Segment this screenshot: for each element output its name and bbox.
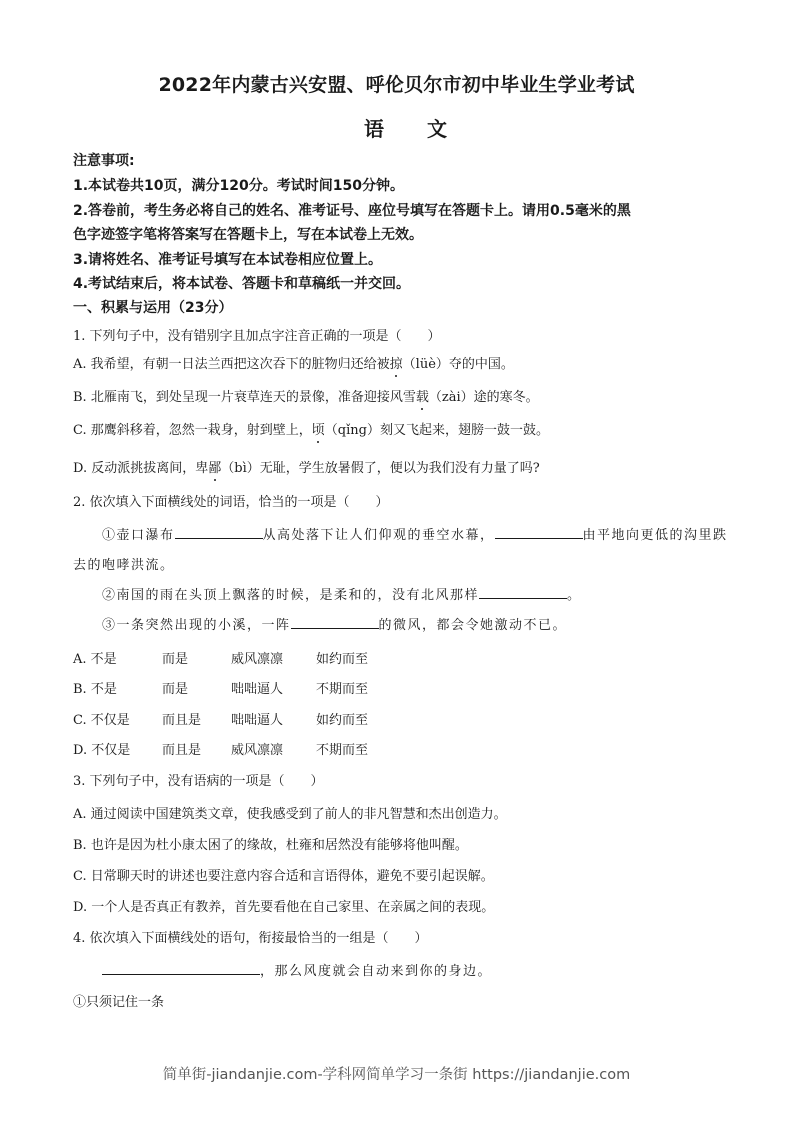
sentence-text: 。 — [567, 588, 582, 603]
q3-option-c: C. 日常聊天时的讲述也要注意内容合适和言语得体，避免不要引起误解。 — [73, 869, 494, 884]
sentence-text: 从高处落下让人们仰观的垂空水幕， — [262, 528, 495, 543]
fill-blank — [102, 962, 260, 975]
option-word: 咄咄逼人 — [231, 713, 284, 728]
option-word: 如约而至 — [316, 652, 369, 667]
option-word: 而且是 — [162, 713, 202, 728]
q4-item-1: ①只须记住一条 — [73, 995, 165, 1010]
fill-blank — [175, 526, 263, 539]
option-word: C. 不仅是 — [73, 713, 130, 728]
q4-sentence — [102, 960, 492, 979]
option-word: 而且是 — [162, 743, 202, 758]
option-word: B. 不是 — [73, 682, 117, 697]
q3-option-b: B. 也许是因为杜小康太困了的缘故，杜雍和居然没有能够将他叫醒。 — [73, 838, 468, 853]
sentence-text: ，那么风度就会自动来到你的身边。 — [260, 964, 493, 979]
option-word: 不期而至 — [316, 682, 369, 697]
notice-item-1: 1.本试卷共10页，满分120分。考试时间150分钟。 — [73, 178, 404, 194]
sentence-text: ②南国的雨在头顶上飘落的时候，是柔和的，没有北风那样 — [102, 588, 480, 603]
option-word: 咄咄逼人 — [231, 682, 284, 697]
dotted-char: 掠 — [390, 353, 403, 372]
q1-option-c — [73, 419, 549, 438]
sentence-text: 由平地向更低的沟里跌 — [582, 528, 728, 543]
q2-sentence-1-cont: 去的咆哮洪流。 — [73, 558, 175, 573]
q2-sentence-3 — [102, 614, 567, 633]
exam-title: 2022年内蒙古兴安盟、呼伦贝尔市初中毕业生学业考试 — [158, 74, 635, 96]
option-text: （lüè）夺的中国。 — [402, 357, 514, 372]
fill-blank — [291, 616, 379, 629]
sentence-text: ③一条突然出现的小溪，一阵 — [102, 618, 291, 633]
q4-stem: 4. 依次填入下面横线处的语句，衔接最恰当的一组是（ ） — [73, 931, 428, 946]
q1-option-d — [73, 457, 540, 476]
option-word: A. 不是 — [73, 652, 117, 667]
option-word: 不期而至 — [316, 743, 369, 758]
option-word: 如约而至 — [316, 713, 369, 728]
fill-blank — [495, 526, 583, 539]
q3-option-a: A. 通过阅读中国建筑类文章，使我感受到了前人的非凡智慧和杰出创造力。 — [73, 807, 507, 822]
dotted-char: 载 — [416, 386, 429, 405]
option-text: B. 北雁南飞，到处呈现一片衰草连天的景像，准备迎接风雪 — [73, 390, 416, 405]
notice-item-4: 4.考试结束后，将本试卷、答题卡和草稿纸一并交回。 — [73, 276, 411, 292]
q1-stem: 1. 下列句子中，没有错别字且加点字注音正确的一项是（ ） — [73, 329, 441, 344]
option-text: （bì）无耻，学生放暑假了，便以为我们没有力量了吗? — [221, 461, 540, 476]
q3-option-d: D. 一个人是否真正有教养，首先要看他在自己家里、在亲属之间的表现。 — [73, 900, 495, 915]
option-text: （qǐng）刻又飞起来，翅膀一鼓一鼓。 — [324, 423, 549, 438]
option-text: （zài）途的寒冬。 — [428, 390, 539, 405]
dotted-char: 鄙 — [208, 457, 221, 476]
fill-blank — [479, 586, 567, 599]
option-word: 威风凛凛 — [231, 743, 284, 758]
option-text: C. 那鹰斜移着，忽然一栽身，射到壁上， — [73, 423, 312, 438]
dotted-char: 顷 — [312, 419, 325, 438]
q2-sentence-1 — [102, 524, 728, 543]
notice-heading: 注意事项: — [73, 153, 135, 169]
sentence-text: ①壶口瀑布 — [102, 528, 175, 543]
option-word: D. 不仅是 — [73, 743, 131, 758]
section-heading: 一、积累与运用（23分） — [73, 300, 233, 316]
q2-sentence-2 — [102, 584, 582, 603]
option-text: D. 反动派挑拔离间，卑 — [73, 461, 209, 476]
q1-option-a — [73, 353, 514, 372]
option-word: 而是 — [162, 652, 189, 667]
watermark-footer: 简单街-jiandanjie.com-学科网简单学习一条街 https://jiandanjie.com — [162, 1067, 631, 1083]
q2-stem: 2. 依次填入下面横线处的词语，恰当的一项是（ ） — [73, 495, 389, 510]
q3-stem: 3. 下列句子中，没有语病的一项是（ ） — [73, 774, 324, 789]
sentence-text: 的微风，都会令她激动不已。 — [378, 618, 568, 633]
notice-item-2-cont: 色字迹签字笔将答案写在答题卡上，写在本试卷上无效。 — [73, 227, 423, 243]
notice-item-3: 3.请将姓名、准考证号填写在本试卷相应位置上。 — [73, 252, 383, 268]
option-text: A. 我希望，有朝一日法兰西把这次吞下的脏物归还给被 — [73, 357, 390, 372]
q1-option-b — [73, 386, 539, 405]
notice-item-2: 2.答卷前，考生务必将自己的姓名、准考证号、座位号填写在答题卡上。请用0.5毫米的黑 — [73, 203, 631, 219]
subject-title: 语 文 — [364, 117, 465, 141]
option-word: 威风凛凛 — [231, 652, 284, 667]
option-word: 而是 — [162, 682, 189, 697]
